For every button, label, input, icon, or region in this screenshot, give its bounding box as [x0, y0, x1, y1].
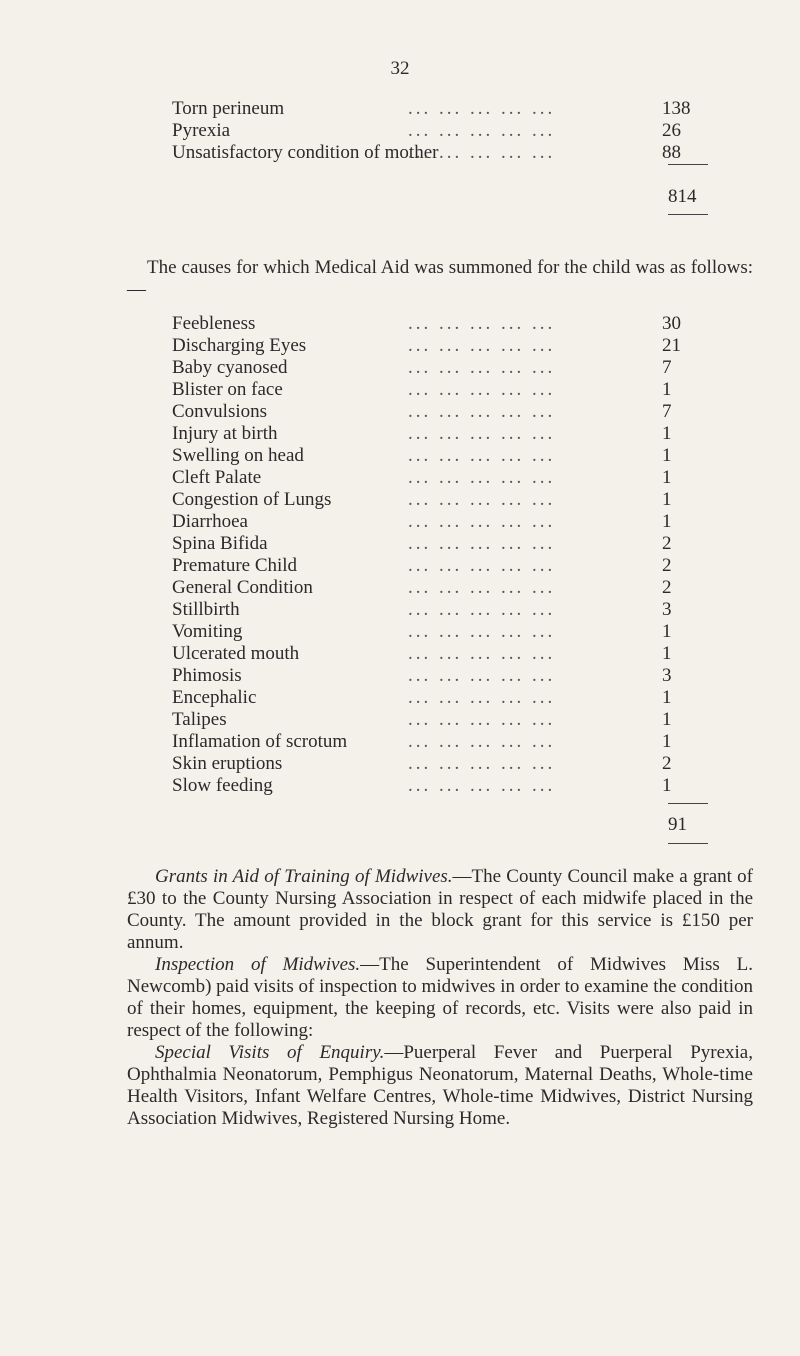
row-label: Unsatisfactory condition of mother	[172, 142, 439, 163]
child-total-rule	[668, 843, 708, 844]
table-row	[172, 577, 712, 599]
row-label: Baby cyanosed	[172, 357, 288, 378]
leader-dots: ... ... ... ... ...	[408, 687, 556, 708]
row-value: 2	[662, 533, 672, 554]
table-row	[172, 379, 712, 401]
leader-dots: ... ... ... ... ...	[408, 533, 556, 554]
table-row	[172, 533, 712, 555]
subtotal-rule	[668, 164, 708, 165]
row-label: Convulsions	[172, 401, 268, 422]
row-value: 1	[662, 775, 672, 796]
leader-dots: ... ... ... ... ...	[408, 120, 556, 141]
leader-dots: ... ... ... ... ...	[408, 555, 556, 576]
inspection-text: —The Superintendent of Midwives Miss L. Newcomb) paid visits of inspection to midwives in order to examine the condition of their homes, equipment, the keeping of records, etc. Visits were also paid in respect of the following:	[127, 954, 753, 1041]
leader-dots: ... ... ... ... ...	[408, 335, 556, 356]
table-row	[172, 621, 712, 643]
row-value: 138	[662, 98, 691, 119]
table-row	[172, 120, 712, 142]
table-row	[172, 599, 712, 621]
table-row	[172, 467, 712, 489]
row-label: Ulcerated mouth	[172, 643, 300, 664]
leader-dots: ... ... ... ... ...	[408, 577, 556, 598]
page-number: 32	[390, 58, 410, 79]
child-causes-table	[172, 313, 712, 797]
table-row	[172, 687, 712, 709]
special-visits-text: —Puerperal Fever and Puerperal Pyrexia, Ophthalmia Neonatorum, Pemphigus Neonatorum, Maternal Deaths, Whole-time Health Visitors, Infant Welfare Centres, Whole-time Midwives, District Nursing Association Midwives, Registered Nursing Home.	[127, 1042, 753, 1129]
table-row	[172, 445, 712, 467]
table-row	[172, 98, 712, 120]
table-row	[172, 313, 712, 335]
row-value: 1	[662, 731, 672, 752]
row-label: Vomiting	[172, 621, 243, 642]
table-row	[172, 401, 712, 423]
table-row	[172, 709, 712, 731]
leader-dots: ... ... ... ... ...	[408, 379, 556, 400]
table-row	[172, 643, 712, 665]
row-value: 2	[662, 555, 672, 576]
row-value: 1	[662, 467, 672, 488]
row-value: 7	[662, 401, 672, 422]
row-value: 3	[662, 665, 672, 686]
row-label: General Condition	[172, 577, 313, 598]
special-visits-heading: Special Visits of Enquiry.	[155, 1042, 385, 1063]
leader-dots: ... ... ... ... ...	[408, 643, 556, 664]
row-value: 30	[662, 313, 681, 334]
row-value: 1	[662, 379, 672, 400]
leader-dots: ... ... ... ... ...	[408, 621, 556, 642]
leader-dots: ... ... ... ... ...	[408, 445, 556, 466]
table-row	[172, 753, 712, 775]
leader-dots: ... ... ... ... ...	[408, 142, 556, 163]
row-label: Slow feeding	[172, 775, 273, 796]
row-label: Congestion of Lungs	[172, 489, 332, 510]
row-value: 7	[662, 357, 672, 378]
row-value: 1	[662, 445, 672, 466]
row-value: 1	[662, 621, 672, 642]
row-label: Talipes	[172, 709, 227, 730]
leader-dots: ... ... ... ... ...	[408, 665, 556, 686]
leader-dots: ... ... ... ... ...	[408, 511, 556, 532]
leader-dots: ... ... ... ... ...	[408, 401, 556, 422]
table-row	[172, 511, 712, 533]
row-value: 2	[662, 753, 672, 774]
grants-text: —The County Council make a grant of £30 to the County Nursing Association in respect of each midwife placed in the County. The amount provided in the block grant for this service is £150 per annum.	[127, 866, 753, 953]
row-label: Discharging Eyes	[172, 335, 307, 356]
inspection-heading: Inspection of Midwives.	[155, 954, 361, 975]
leader-dots: ... ... ... ... ...	[408, 753, 556, 774]
row-label: Cleft Palate	[172, 467, 262, 488]
row-value: 1	[662, 511, 672, 532]
grants-heading: Grants in Aid of Training of Midwives.	[155, 866, 453, 887]
row-value: 1	[662, 643, 672, 664]
child-intro-paragraph: The causes for which Medical Aid was summoned for the child was as follows: —	[127, 257, 753, 300]
leader-dots: ... ... ... ... ...	[408, 731, 556, 752]
table-row	[172, 335, 712, 357]
row-value: 88	[662, 142, 681, 163]
row-value: 2	[662, 577, 672, 598]
leader-dots: ... ... ... ... ...	[408, 489, 556, 510]
row-label: Swelling on head	[172, 445, 304, 466]
leader-dots: ... ... ... ... ...	[408, 775, 556, 796]
child-total: 91	[668, 814, 687, 835]
table-row	[172, 423, 712, 445]
inspection-paragraph	[127, 954, 753, 1042]
row-value: 1	[662, 687, 672, 708]
row-label: Feebleness	[172, 313, 256, 334]
row-label: Diarrhoea	[172, 511, 248, 532]
leader-dots: ... ... ... ... ...	[408, 467, 556, 488]
special-visits-paragraph	[127, 1042, 753, 1130]
row-value: 1	[662, 423, 672, 444]
leader-dots: ... ... ... ... ...	[408, 599, 556, 620]
leader-dots: ... ... ... ... ...	[408, 98, 556, 119]
total-rule	[668, 214, 708, 215]
row-value: 1	[662, 489, 672, 510]
row-label: Phimosis	[172, 665, 242, 686]
row-label: Blister on face	[172, 379, 283, 400]
row-value: 26	[662, 120, 681, 141]
row-label: Skin eruptions	[172, 753, 283, 774]
row-label: Spina Bifida	[172, 533, 268, 554]
mother-total: 814	[668, 186, 697, 207]
row-label: Stillbirth	[172, 599, 240, 620]
row-value: 3	[662, 599, 672, 620]
table-row	[172, 489, 712, 511]
mother-causes-table	[172, 98, 712, 164]
row-value: 1	[662, 709, 672, 730]
row-label: Inflamation of scrotum	[172, 731, 348, 752]
table-row	[172, 731, 712, 753]
row-label: Encephalic	[172, 687, 257, 708]
leader-dots: ... ... ... ... ...	[408, 313, 556, 334]
row-label: Premature Child	[172, 555, 298, 576]
child-subtotal-rule	[668, 803, 708, 804]
row-label: Torn perineum	[172, 98, 285, 119]
row-label: Injury at birth	[172, 423, 278, 444]
leader-dots: ... ... ... ... ...	[408, 709, 556, 730]
table-row	[172, 665, 712, 687]
grants-paragraph	[127, 866, 753, 954]
table-row	[172, 357, 712, 379]
table-row	[172, 142, 712, 164]
row-label: Pyrexia	[172, 120, 231, 141]
leader-dots: ... ... ... ... ...	[408, 423, 556, 444]
row-value: 21	[662, 335, 681, 356]
table-row	[172, 555, 712, 577]
table-row	[172, 775, 712, 797]
leader-dots: ... ... ... ... ...	[408, 357, 556, 378]
